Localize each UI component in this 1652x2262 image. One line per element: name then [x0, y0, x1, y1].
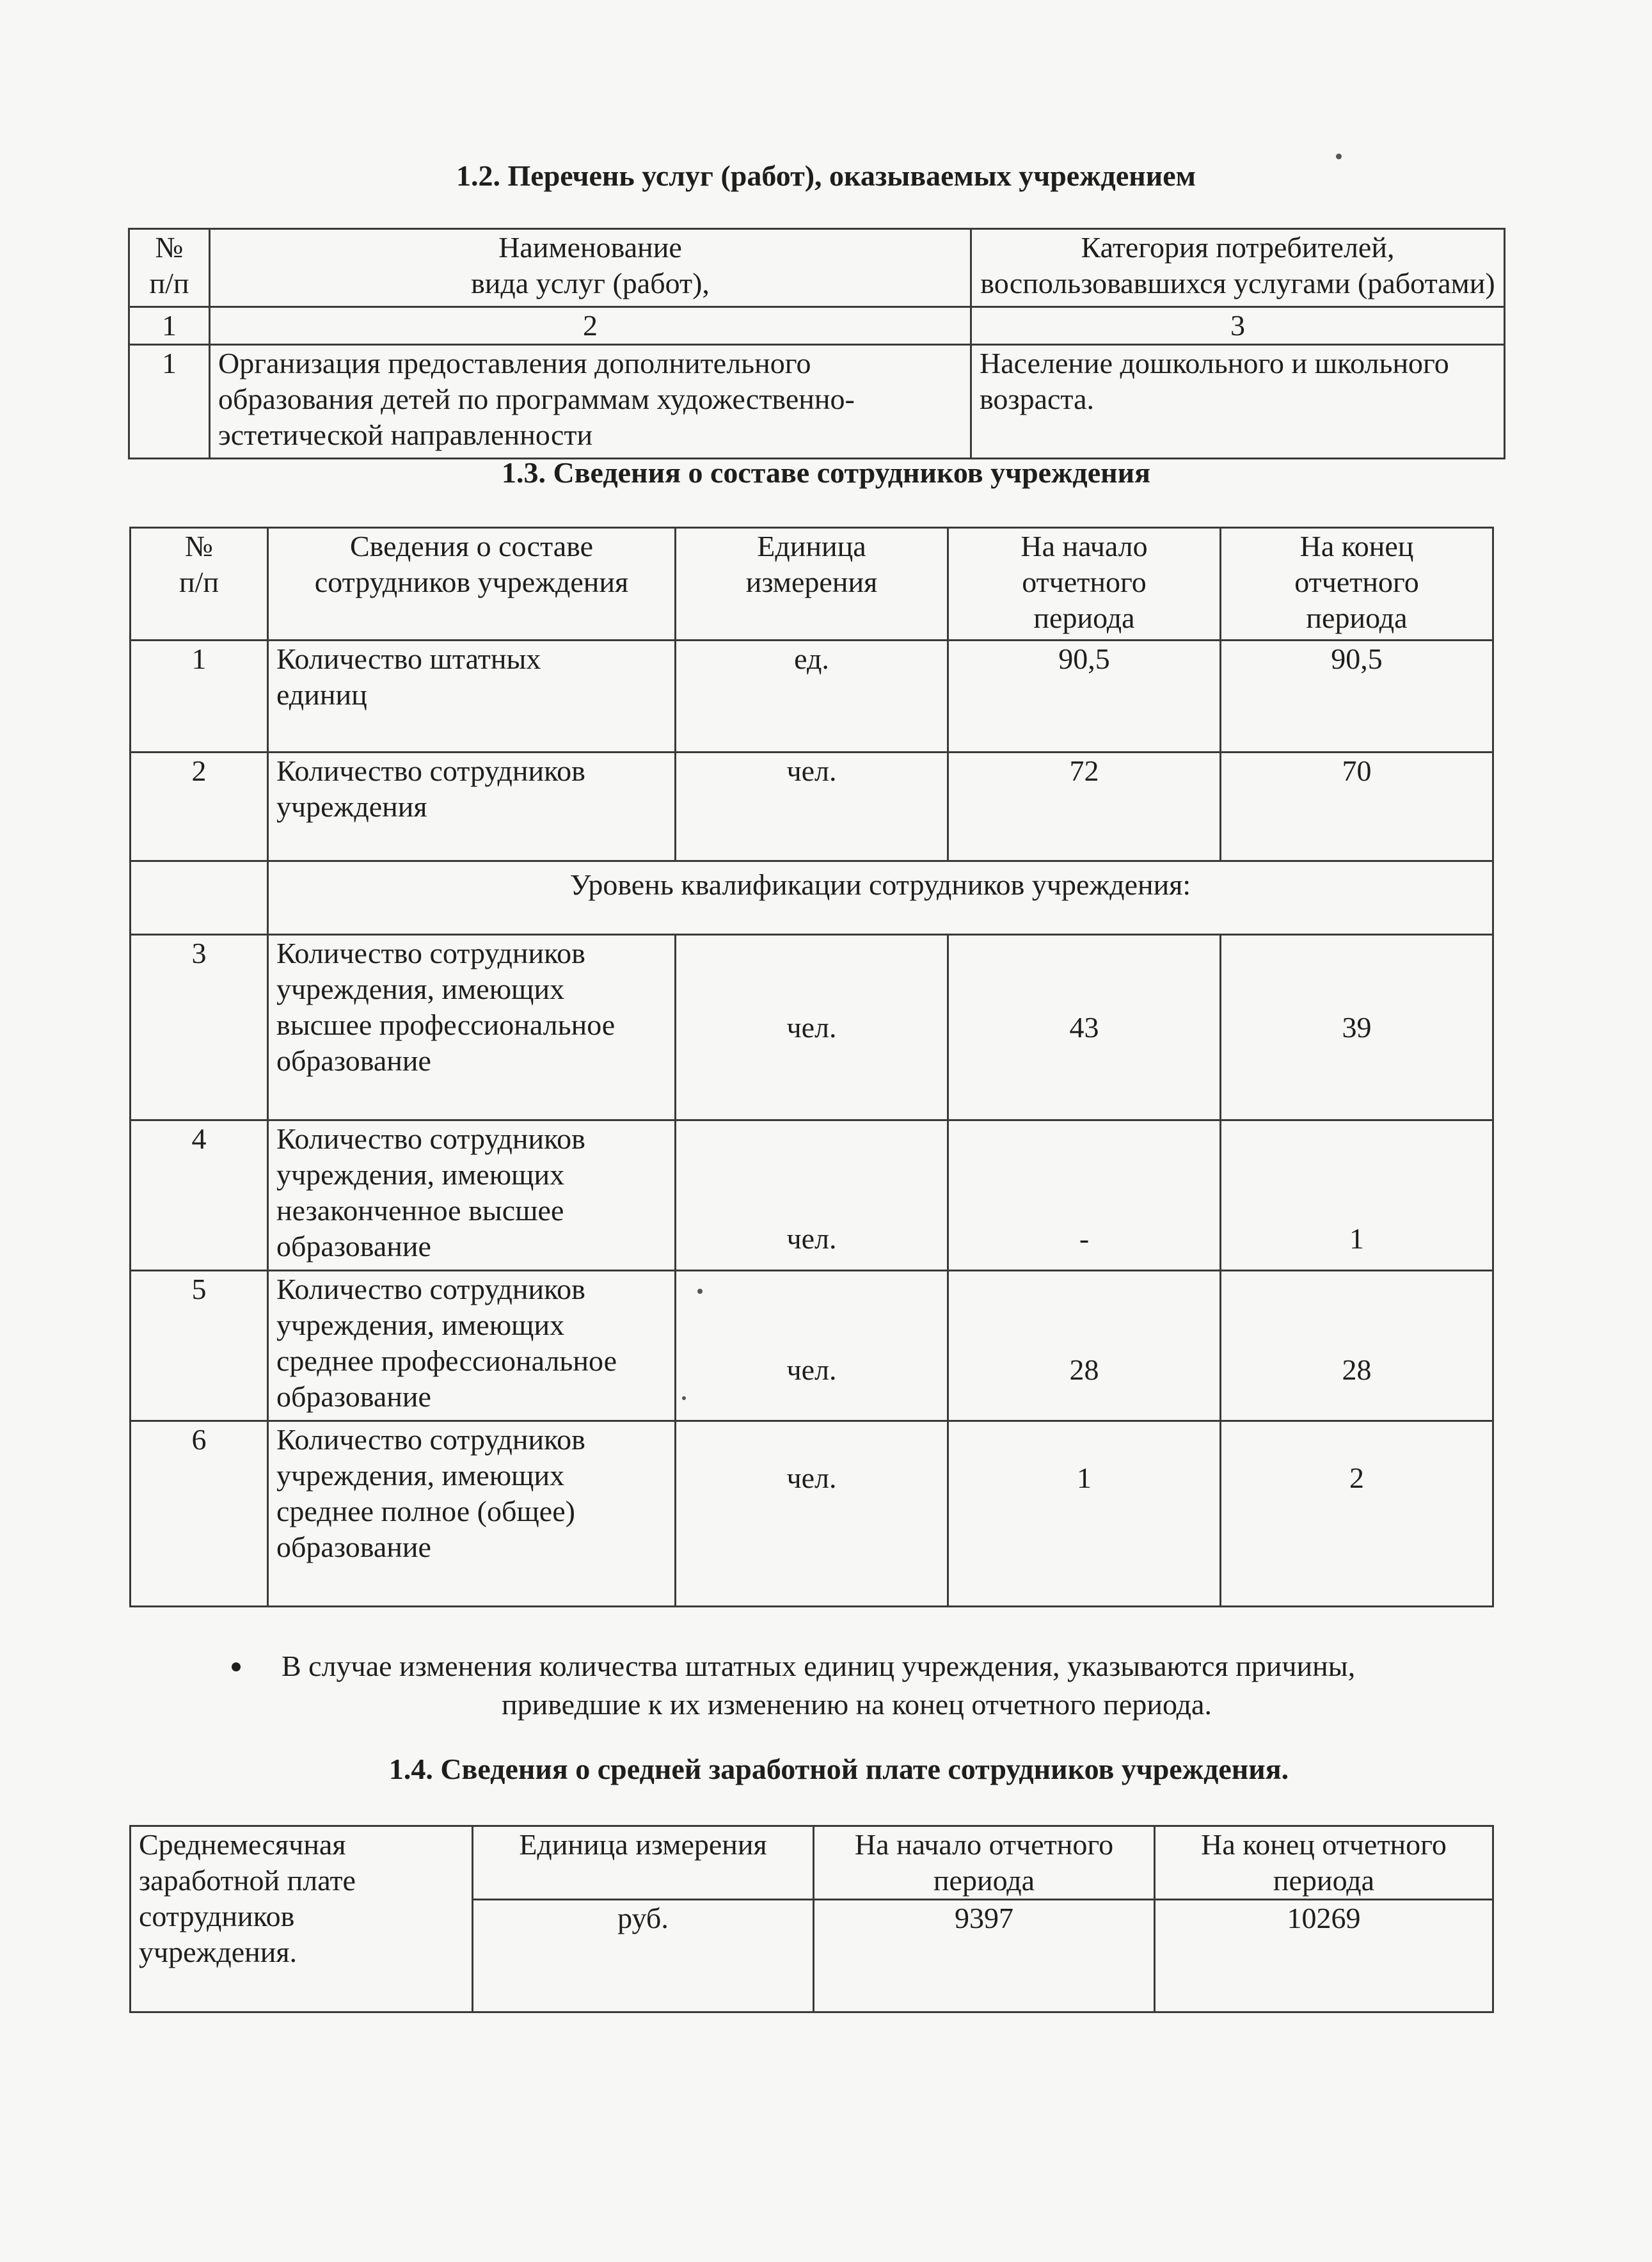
- start-value-cell: 28: [948, 1271, 1221, 1421]
- index-cell: 3: [971, 307, 1505, 345]
- row-num: 5: [131, 1271, 268, 1421]
- unit-cell: чел.: [676, 935, 948, 1120]
- section-1-4-title: 1.4. Сведения о средней заработной плате сотрудников учреждения.: [388, 1753, 1289, 1785]
- table-row: [131, 1421, 1493, 1607]
- start-value-cell: 72: [948, 753, 1221, 861]
- staff-table: [129, 527, 1494, 1607]
- unit-cell: ед.: [676, 641, 948, 753]
- header-num: № п/п: [129, 229, 210, 307]
- header-period-start: На начало отчетного периода: [948, 528, 1221, 641]
- scan-speck: [1336, 154, 1342, 159]
- staff-info-cell: Количество сотрудников учреждения, имеющих незаконченное высшее образование: [268, 1120, 676, 1271]
- row-num: 4: [131, 1120, 268, 1271]
- header-staff-info: Сведения о составе сотрудников учреждения: [268, 528, 676, 641]
- row-num: 1: [131, 641, 268, 753]
- header-period-end: На конец отчетного периода: [1155, 1826, 1493, 1900]
- end-value-cell: 10269: [1155, 1900, 1493, 2012]
- salary-label-cell: Среднемесячная заработной плате сотрудников учреждения.: [131, 1826, 473, 2012]
- header-num: № п/п: [131, 528, 268, 641]
- services-header-row: [129, 229, 1505, 307]
- row-num: 3: [131, 935, 268, 1120]
- services-table: [128, 228, 1505, 459]
- index-cell: 1: [129, 307, 210, 345]
- end-value-cell: 1: [1221, 1120, 1493, 1271]
- end-value-cell: 39: [1221, 935, 1493, 1120]
- start-value-cell: 9397: [814, 1900, 1155, 2012]
- staff-info-cell: Количество сотрудников учреждения, имеющих высшее профессиональное образование: [268, 935, 676, 1120]
- qualification-empty-cell: [131, 861, 268, 935]
- staff-header-row: [131, 528, 1493, 641]
- table-row: [129, 345, 1505, 459]
- end-value-cell: 90,5: [1221, 641, 1493, 753]
- section-1-3-title: 1.3. Сведения о составе сотрудников учреждения: [502, 456, 1150, 489]
- row-num: 1: [129, 345, 210, 459]
- end-value-cell: 70: [1221, 753, 1493, 861]
- table-row: [131, 935, 1493, 1120]
- service-name-cell: Организация предоставления дополнительного образования детей по программам художественно- эстетической направленности: [210, 345, 971, 459]
- header-unit: Единица измерения: [473, 1826, 814, 1900]
- header-unit: Единица измерения: [676, 528, 948, 641]
- unit-cell: чел.: [676, 1120, 948, 1271]
- staff-change-note: В случае изменения количества штатных единиц учреждения, указываются причины, приведшие к их изменению на конец отчетного периода.: [282, 1650, 1356, 1721]
- table-row: [131, 641, 1493, 753]
- row-num: 2: [131, 753, 268, 861]
- header-period-end: На конец отчетного периода: [1221, 528, 1493, 641]
- row-num: 6: [131, 1421, 268, 1607]
- staff-info-cell: Количество штатных единиц: [268, 641, 676, 753]
- table-row: [131, 753, 1493, 861]
- unit-cell: чел.: [676, 753, 948, 861]
- staff-info-cell: Количество сотрудников учреждения: [268, 753, 676, 861]
- start-value-cell: 90,5: [948, 641, 1221, 753]
- staff-info-cell: Количество сотрудников учреждения, имеющих среднее полное (общее) образование: [268, 1421, 676, 1607]
- start-value-cell: 1: [948, 1421, 1221, 1607]
- salary-header-row: [131, 1826, 1493, 1900]
- end-value-cell: 2: [1221, 1421, 1493, 1607]
- section-1-2-title: 1.2. Перечень услуг (работ), оказываемых учреждением: [456, 159, 1196, 192]
- index-cell: 2: [210, 307, 971, 345]
- header-consumer-category: Категория потребителей, воспользовавшихся услугами (работами): [971, 229, 1505, 307]
- table-row: [131, 1120, 1493, 1271]
- staff-info-cell: Количество сотрудников учреждения, имеющих среднее профессиональное образование: [268, 1271, 676, 1421]
- salary-table: [129, 1825, 1494, 2013]
- unit-cell: чел.: [676, 1271, 948, 1421]
- qualification-row: [131, 861, 1493, 935]
- table-row: [131, 1271, 1493, 1421]
- scan-speck: [697, 1289, 703, 1294]
- consumer-category-cell: Население дошкольного и школьного возраста.: [971, 345, 1505, 459]
- start-value-cell: 43: [948, 935, 1221, 1120]
- header-period-start: На начало отчетного периода: [814, 1826, 1155, 1900]
- qualification-label: Уровень квалификации сотрудников учреждения:: [268, 861, 1493, 935]
- unit-cell: чел.: [676, 1421, 948, 1607]
- scan-speck: [682, 1396, 686, 1400]
- end-value-cell: 28: [1221, 1271, 1493, 1421]
- services-index-row: [129, 307, 1505, 345]
- unit-cell: руб.: [473, 1900, 814, 2012]
- start-value-cell: -: [948, 1120, 1221, 1271]
- header-service-name: Наименование вида услуг (работ),: [210, 229, 971, 307]
